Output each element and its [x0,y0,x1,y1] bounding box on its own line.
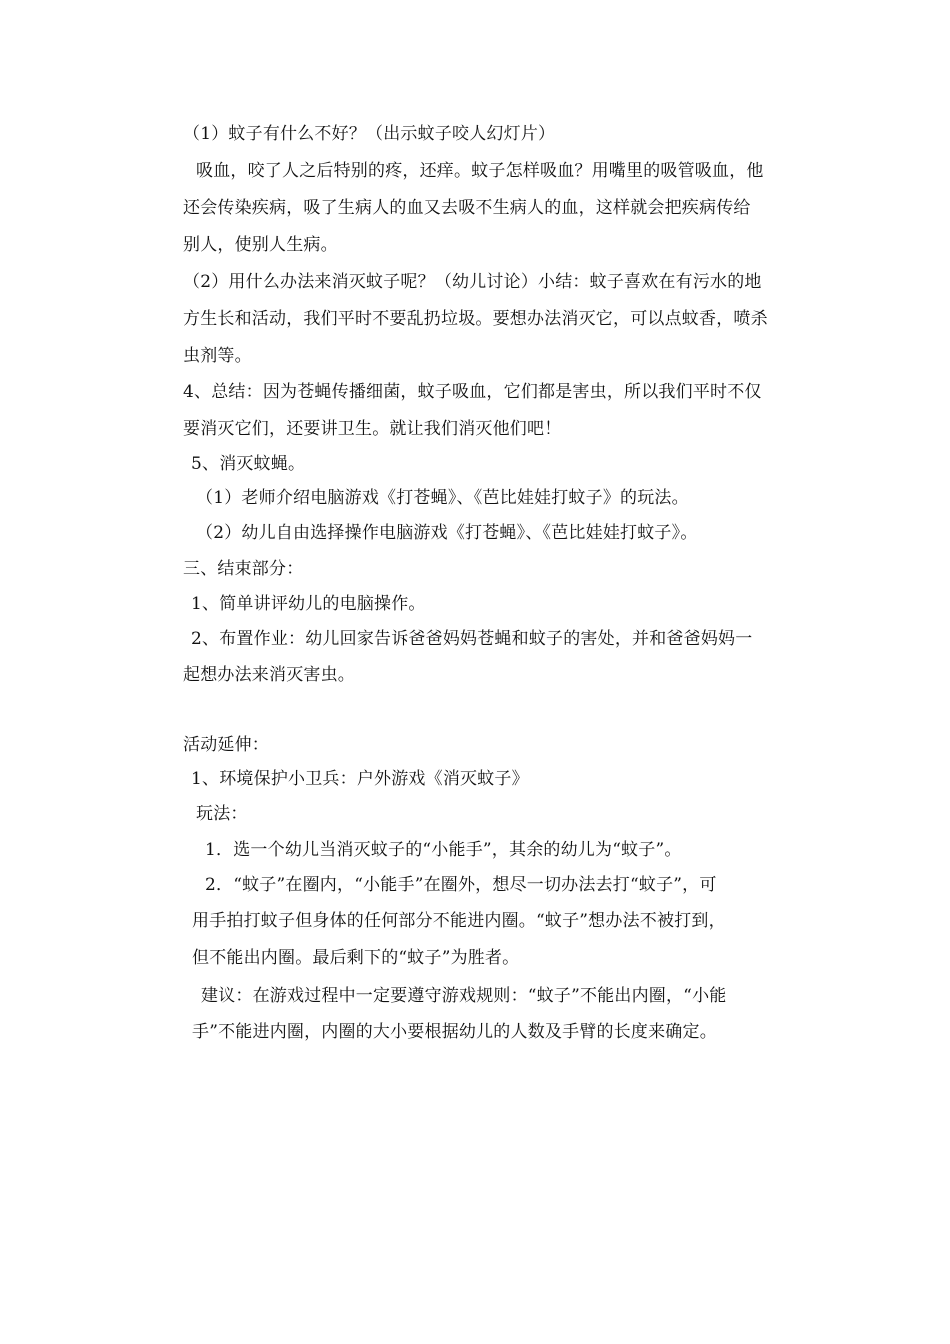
text-line: 1．选一个幼儿当消灭蚊子的“小能手”，其余的幼儿为“蚊子”。 [205,840,682,860]
text-line: 4、总结：因为苍蝇传播细菌，蚊子吸血，它们都是害虫，所以我们平时不仅 [183,382,762,402]
text-line: 活动延伸： [183,735,269,755]
text-line: 2、布置作业：幼儿回家告诉爸爸妈妈苍蝇和蚊子的害处，并和爸爸妈妈一 [191,629,753,649]
text-line: 建议：在游戏过程中一定要遵守游戏规则：“蚊子”不能出内圈，“小能 [201,986,727,1006]
text-line: 1、环境保护小卫兵：户外游戏《消灭蚊子》 [191,769,529,789]
text-line: 5、消灭蚊蝇。 [191,454,306,474]
text-line: （1）蚊子有什么不好？（出示蚊子咬人幻灯片） [183,124,556,144]
text-line: （2）幼儿自由选择操作电脑游戏《打苍蝇》、《芭比娃娃打蚊子》。 [196,523,698,543]
text-line: （2）用什么办法来消灭蚊子呢？（幼儿讨论）小结：蚊子喜欢在有污水的地 [183,272,762,292]
text-line: 1、简单讲评幼儿的电脑操作。 [191,594,426,614]
text-line: 2．“蚊子”在圈内，“小能手”在圈外，想尽一切办法去打“蚊子”，可 [205,875,717,895]
text-line: 别人，使别人生病。 [183,235,338,255]
text-line: 玩法： [196,804,248,824]
text-line: 但不能出内圈。最后剩下的“蚊子”为胜者。 [192,948,520,968]
text-line: 用手拍打蚊子但身体的任何部分不能进内圈。“蚊子”想办法不被打到， [192,911,726,931]
text-line: 虫剂等。 [183,346,252,366]
text-line: 吸血，咬了人之后特别的疼，还痒。蚊子怎样吸血？用嘴里的吸管吸血，他 [196,161,764,181]
text-line: （1）老师介绍电脑游戏《打苍蝇》、《芭比娃娃打蚊子》的玩法。 [196,488,689,508]
text-line: 要消灭它们，还要讲卫生。就让我们消灭他们吧！ [183,419,562,439]
text-line: 还会传染疾病，吸了生病人的血又去吸不生病人的血，这样就会把疾病传给 [183,198,751,218]
text-line: 三、结束部分： [183,559,304,579]
text-line: 起想办法来消灭害虫。 [183,665,355,685]
text-line: 手”不能进内圈，内圈的大小要根据幼儿的人数及手臂的长度来确定。 [192,1022,717,1042]
text-line: 方生长和活动，我们平时不要乱扔垃圾。要想办法消灭它，可以点蚊香，喷杀 [183,309,768,329]
